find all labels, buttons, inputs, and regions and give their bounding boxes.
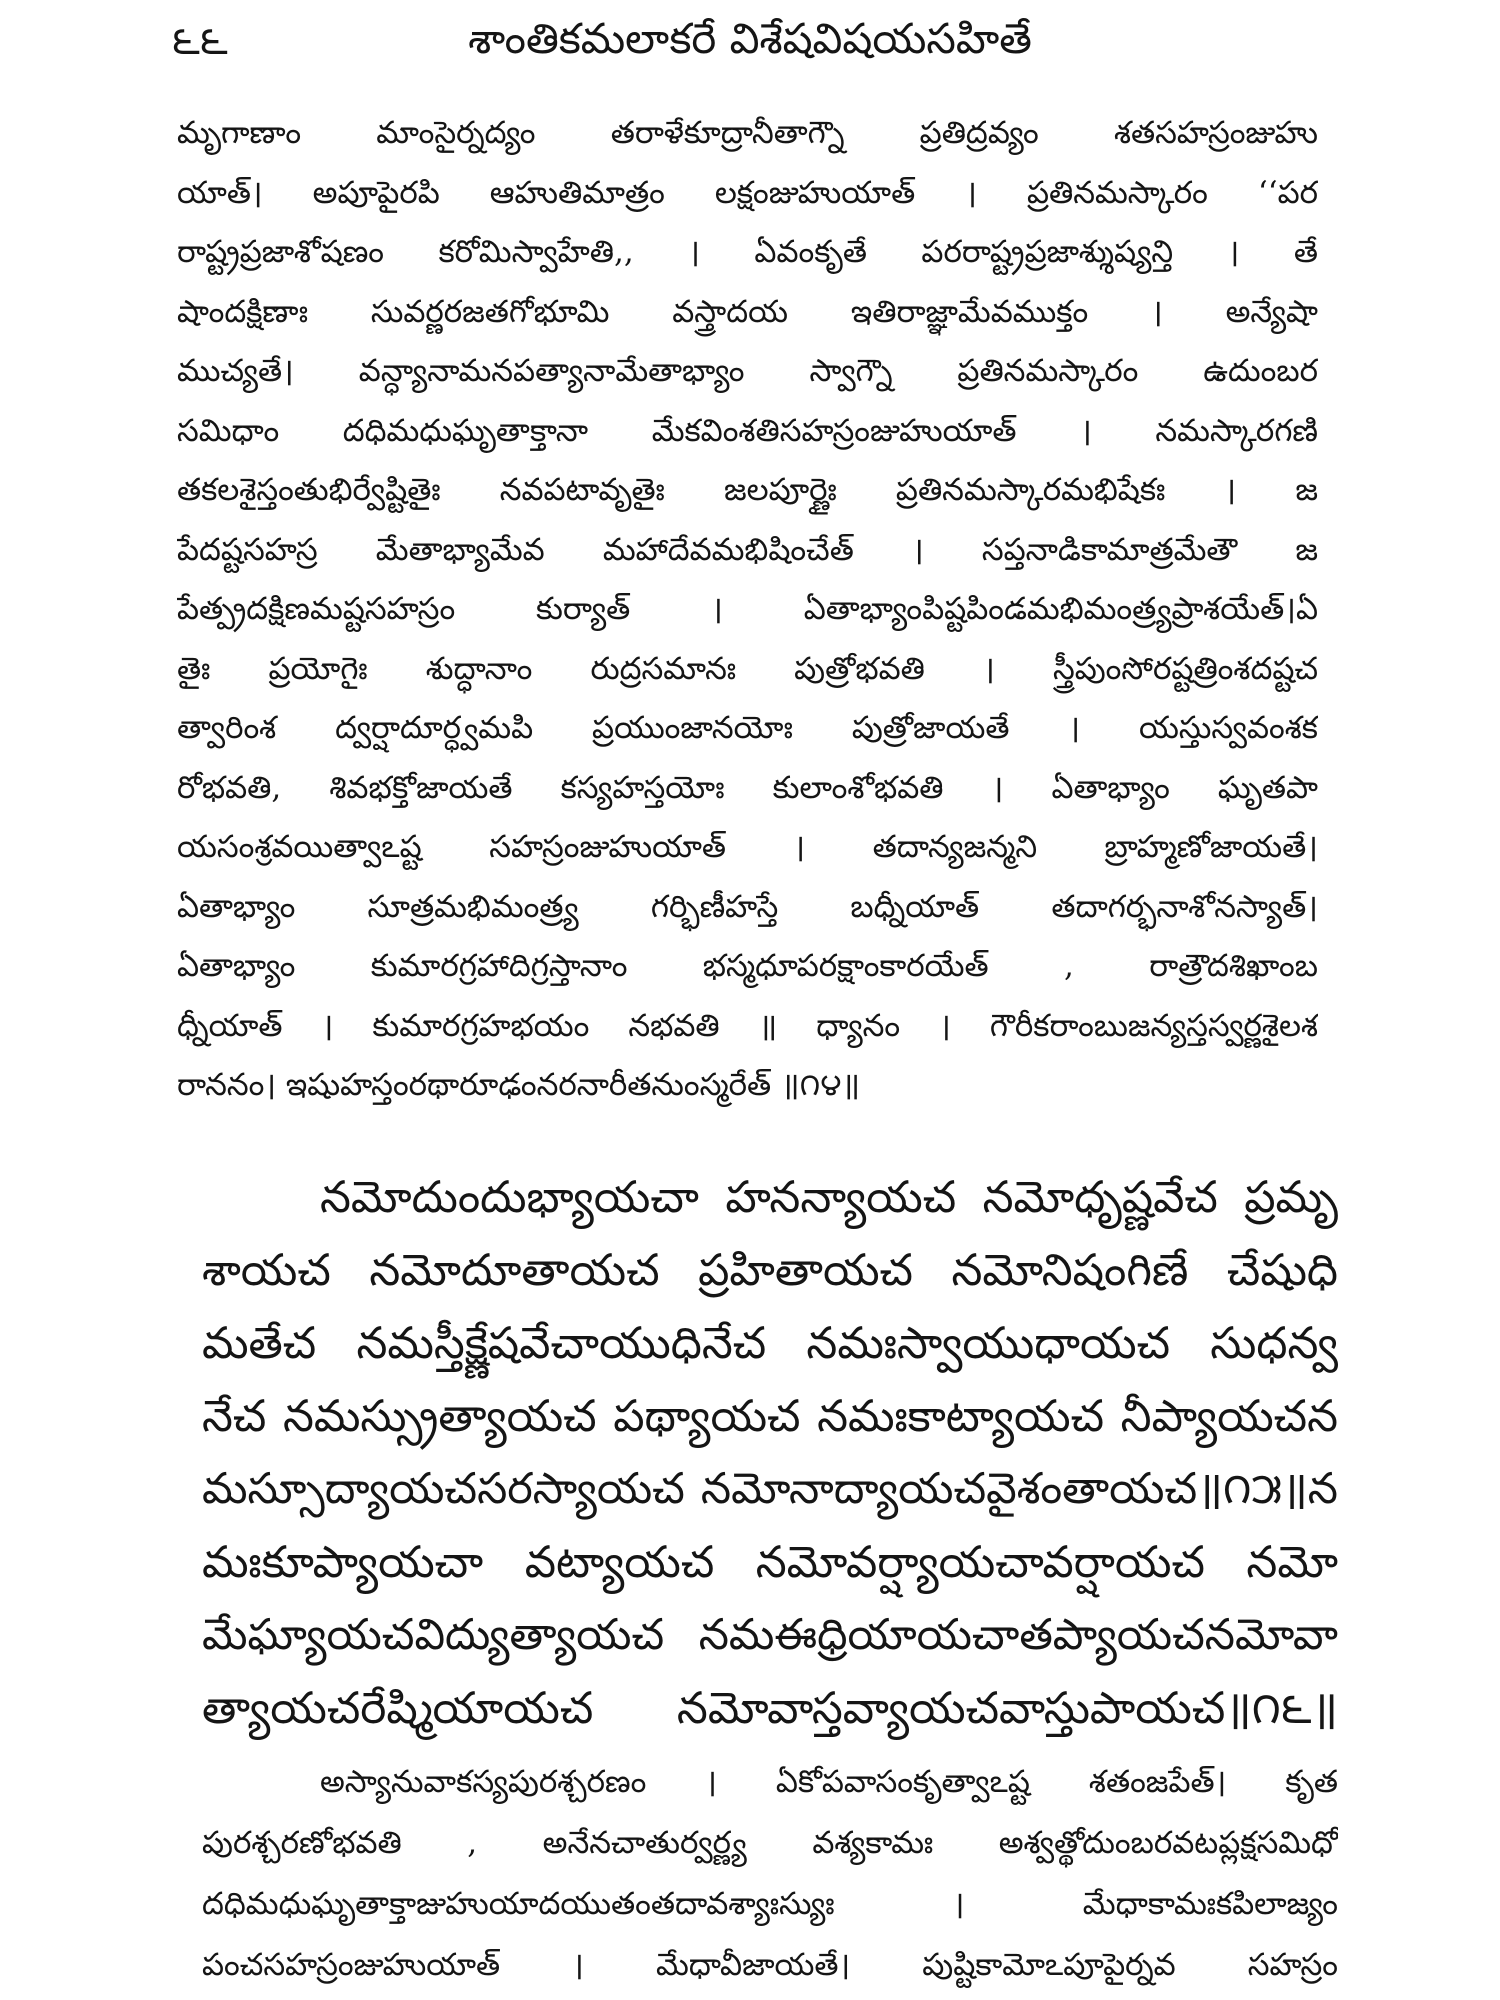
- verse-paragraph: [202, 1161, 1338, 1745]
- commentary-line: యసంశ్రవయిత్వాఽష్ట సహస్రంజుహుయాత్ । తదాన్యజన్మని బ్రాహ్మణోజాయతే।: [177, 829, 1318, 865]
- verse-line: శాయచ నమోదూతాయచ ప్రహితాయచ నమోనిషంగిణే చేషుధి: [202, 1245, 1338, 1296]
- verse-line: మఃకూప్యాయచా వట్యాయచ నమోవర్ష్యాయచావర్షాయచ నమో: [202, 1537, 1338, 1588]
- commentary-line: పురశ్చరణోభవతి , అనేనచాతుర్వర్ణ్య వశ్యకామః అశ్వత్థోదుంబరవటప్లక్షసమిధో: [202, 1825, 1338, 1861]
- commentary-line: పంచసహస్రంజుహుయాత్ । మేధావీజాయతే। పుష్టికామోఽపూపైర్నవ సహస్రం: [202, 1947, 1338, 1983]
- running-title: శాంతికమలాకరే విశేషవిషయసహితే: [468, 14, 1032, 63]
- commentary-line: పేత్ప్రదక్షిణమష్టసహస్రం కుర్యాత్ । ఏతాభ్యాంపిష్టపిండమభిమంత్ర్యప్రాశయేత్।ఏ: [177, 591, 1318, 627]
- page-number: ౬౬: [172, 18, 228, 64]
- verse-line: మస్సూద్యాయచసరస్యాయచ నమోనాద్యాయచవైశంతాయచ॥౧౫॥న: [202, 1464, 1338, 1514]
- commentary-line: మృగాణాం మాంసైర్నద్యం తరాళేకూద్రానీతాగ్నౌ ప్రతిద్రవ్యం శతసహస్రంజుహు: [177, 115, 1318, 151]
- verse-line: నేచ నమస్స్రుత్యాయచ పథ్యాయచ నమఃకాట్యాయచ నీప్యాయచన: [202, 1391, 1338, 1442]
- commentary-paragraph-lower: [202, 1752, 1338, 1996]
- commentary-line: తకలశైస్తంతుభిర్వేష్టితైః నవపటావృతైః జలపూర్ణైః ప్రతినమస్కారమభిషేకః । జ: [177, 472, 1318, 508]
- commentary-line: యాత్। అపూపైరపి ఆహుతిమాత్రం లక్షంజుహుయాత్ । ప్రతినమస్కారం ‘‘పర: [177, 174, 1318, 211]
- verse-line: త్యాయచరేష్మియాయచ నమోవాస్తవ్యాయచవాస్తుపాయచ॥౧౬॥: [202, 1683, 1338, 1734]
- commentary-line: ధ్నీయాత్ । కుమారగ్రహభయం నభవతి ॥ ధ్యానం । గౌరీకరాంబుజన్యస్తస్వర్ణశైలశ: [177, 1007, 1318, 1044]
- commentary-line: త్వారింశ ద్వర్షాదూర్ధ్వమపి ప్రయుంజానయోః పుత్రోజాయతే । యస్తుస్వవంశక: [177, 710, 1318, 746]
- commentary-line: దధిమధుఘృతాక్తాజుహుయాదయుతంతదావశ్యాఃస్యుః । మేధాకామఃకపిలాజ్యం: [202, 1886, 1338, 1922]
- verse-line: నమోదుందుభ్యాయచా హనన్యాయచ నమోధృష్ణవేచ ప్రమృ: [320, 1172, 1338, 1223]
- commentary-line: షాందక్షిణాః సువర్ణరజతగోభూమి వస్త్రాదయ ఇతిరాజ్ఞామేవముక్తం । అన్యేషా: [177, 293, 1318, 330]
- verse-line: మేఘ్యాయచవిద్యుత్యాయచ నమఈధ్రియాయచాతప్యాయచనమోవా: [202, 1610, 1338, 1660]
- commentary-paragraph-upper: [177, 104, 1318, 1116]
- commentary-line: ముచ్యతే। వన్ధ్యానామనపత్యానామేతాభ్యాం స్వాగ్నౌ ప్రతినమస్కారం ఉదుంబర: [177, 353, 1318, 389]
- commentary-line: అస్యానువాకస్యపురశ్చరణం । ఏకోపవాసంకృత్వాఽష్ట శతంజపేత్। కృత: [320, 1764, 1338, 1800]
- commentary-line: ఏతాభ్యాం కుమారగ్రహాదిగ్రస్తానాం భస్మధూపరక్షాంకారయేత్ , రాత్రౌదశిఖాంబ: [177, 948, 1318, 984]
- commentary-line: తైః ప్రయోగైః శుద్ధానాం రుద్రసమానః పుత్రోభవతి । స్త్రీపుంసోరష్టత్రింశదష్టచ: [177, 650, 1318, 687]
- commentary-line: రాష్ట్రప్రజాశోషణం కరోమిస్వాహేతి,, । ఏవంకృతే పరరాష్ట్రప్రజాశ్శుష్యన్తి । తే: [177, 234, 1318, 270]
- commentary-line: సమిధాం దధిమధుఘృతాక్తానా మేకవింశతిసహస్రంజుహుయాత్ । నమస్కారగణి: [177, 412, 1318, 449]
- verse-line: మతేచ నమస్తీక్ష్ణేషవేచాయుధినేచ నమఃస్వాయుధాయచ సుధన్వ: [202, 1318, 1338, 1369]
- commentary-line: రోభవతి, శివభక్తోజాయతే కస్యహస్తయోః కులాంశోభవతి । ఏతాభ్యాం ఘృతపా: [177, 769, 1318, 806]
- commentary-line: రాననం। ఇషుహస్తంరథారూఢంనరనారీతనుంస్మరేత్ ॥౧౪॥: [177, 1067, 861, 1103]
- commentary-line: ఏతాభ్యాం సూత్రమభిమంత్ర్య గర్భిణీహస్తే బధ్నీయాత్ తదాగర్భనాశోనస్యాత్।: [177, 888, 1318, 925]
- commentary-line: పేదష్టసహస్ర మేతాభ్యామేవ మహాదేవమభిషించేత్ । సప్తనాడికామాత్రమేతౌ జ: [177, 531, 1318, 568]
